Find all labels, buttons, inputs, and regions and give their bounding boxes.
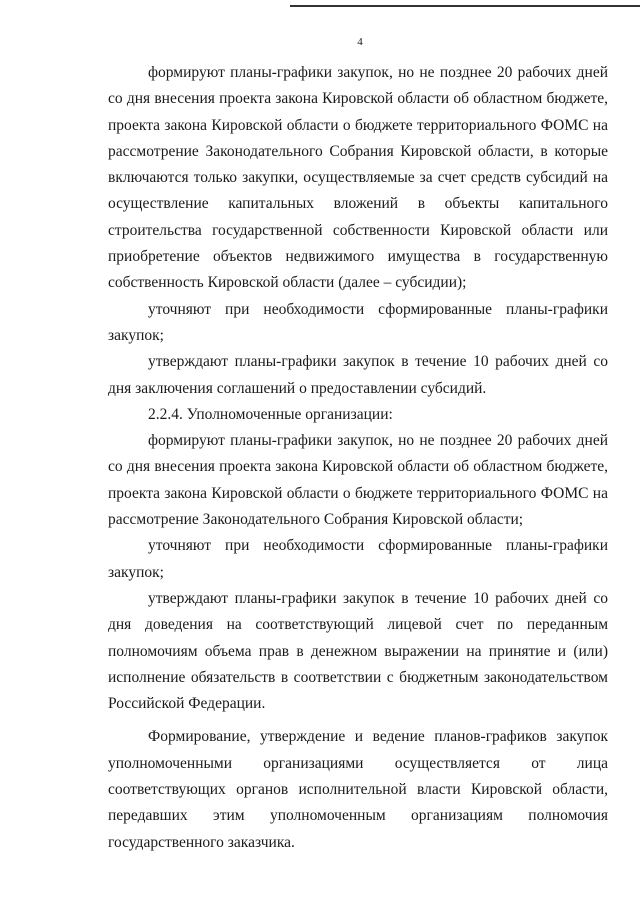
document-body [108,60,608,856]
section-heading-authorized-orgs: 2.2.4. Уполномоченные организации: [148,405,393,423]
paragraph-refine-plans-authorized: уточняют при необходимости сформированные планы-графики закупок; [108,537,608,581]
paragraph-approve-plans-subsidies: утверждают планы-графики закупок в течение 10 рабочих дней со дня заключения соглашений о предоставлении субсидий. [108,353,608,397]
paragraph-form-plans-authorized: формируют планы-графики закупок, но не позднее 20 рабочих дней со дня внесения проекта закона Кировской области об областном бюджете, проекта закона Кировской области о бюджете территориального ФОМС на рассмотрение Законодательного Собрания Кировской области; [108,432,608,529]
page-number: 4 [357,36,363,48]
top-rule [290,5,640,7]
paragraph-approve-plans-authorized: утверждают планы-графики закупок в течение 10 рабочих дней со дня доведения на соответствующий лицевой счет по переданным полномочиям объема прав в денежном выражении на принятие и (или) исполнение обязательств в соответствии с бюджетным законодательством Российской Федерации. [108,589,608,713]
paragraph-formation-procedure: Формирование, утверждение и ведение планов-графиков закупок уполномоченными организациями осуществляется от лица соответствующих органов исполнительной власти Кировской области, передавших этим уполномоченным организациям полномочия государственного заказчика. [108,728,608,851]
paragraph-form-plans-subsidies: формируют планы-графики закупок, но не позднее 20 рабочих дней со дня внесения проекта закона Кировской области об областном бюджете, проекта закона Кировской области о бюджете территориального ФОМС на рассмотрение Законодательного Собрания Кировской области, в которые включаются только закупки, осуществляемые за счет средств субсидий на осуществление капитальных вложений в объекты капитального строительства государственной собственности Кировской области или приобретение объектов недвижимого имущества в государственную собственность Кировской области (далее – субсидии); [108,64,608,292]
paragraph-refine-plans: уточняют при необходимости сформированные планы-графики закупок; [108,300,608,344]
